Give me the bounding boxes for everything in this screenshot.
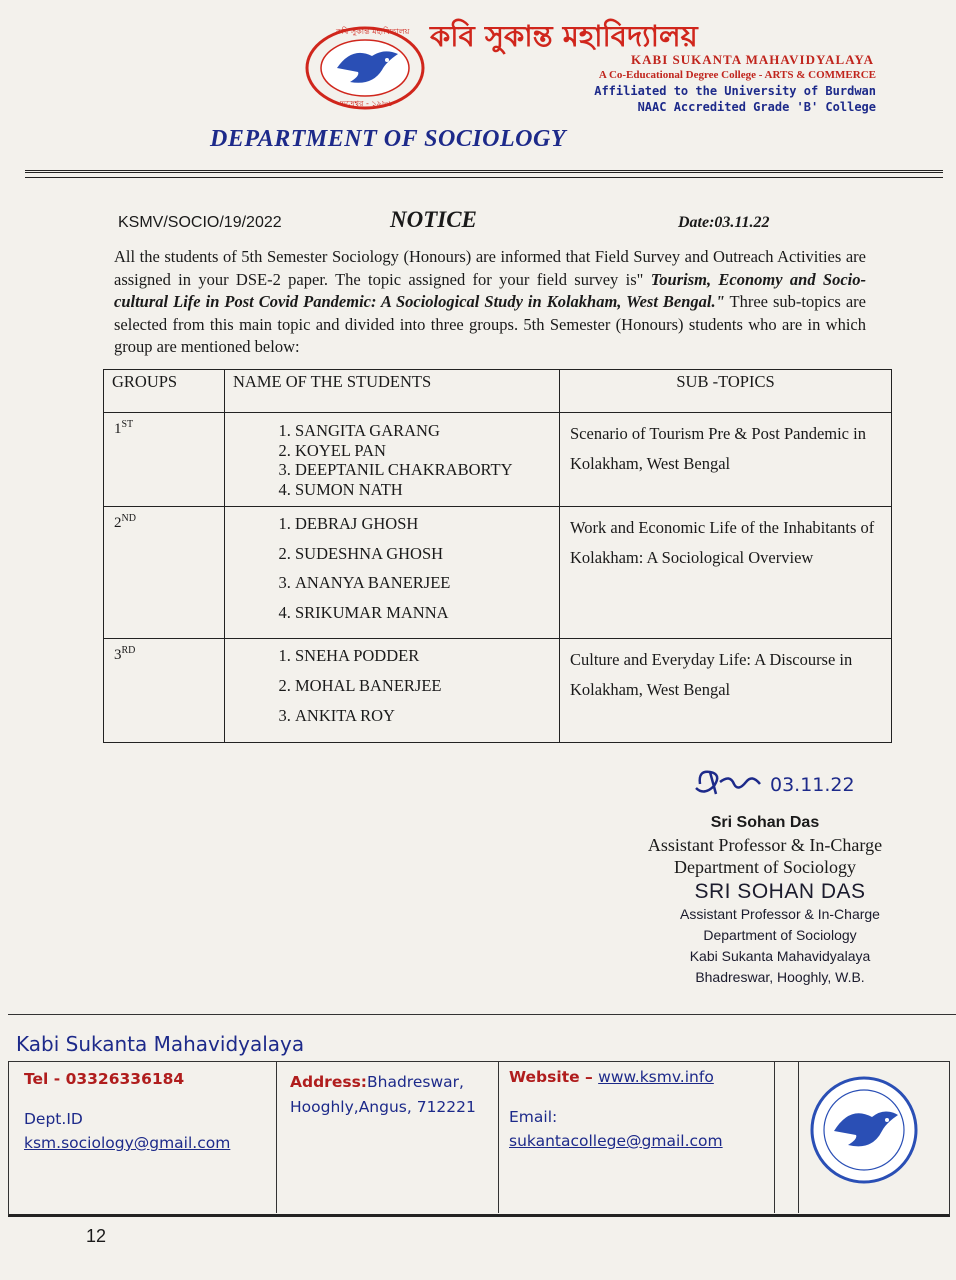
survey-topic: Tourism, Economy and Socio-cultural Life in Post Covid Pandemic: A Sociological Study in Kolakham, West Bengal." <box>114 269 867 311</box>
list-item: 1. SNEHA PODDER <box>295 641 559 671</box>
college-name-bengali: কবি সুকান্ত মহাবিদ্যালয় <box>430 19 698 53</box>
department-title: DEPARTMENT OF SOCIOLOGY <box>210 126 566 152</box>
college-name-english: KABI SUKANTA MAHAVIDYALAYA <box>631 52 874 67</box>
subtopic: Scenario of Tourism Pre & Post Pandemic in Kolakham, West Bengal <box>560 413 892 507</box>
body-part-1: All the students of 5th Semester Sociology (Honours) are informed that Field Survey and Outreach Activities are assigned in your DSE-2 paper. The topic assigned for your field survey is" <box>114 247 866 289</box>
signatory-department: Department of Sociology <box>674 857 856 877</box>
student-names <box>225 507 560 639</box>
notice-title: NOTICE <box>390 207 477 232</box>
student-names <box>225 413 560 507</box>
header-subtopics: SUB -TOPICS <box>560 370 892 413</box>
college-type: A Co-Educational Degree College - ARTS & COMMERCE <box>598 69 876 81</box>
stamp-line-4: Bhadreswar, Hooghly, W.B. <box>695 969 865 985</box>
header-groups: GROUPS <box>104 370 225 413</box>
footer-website[interactable]: Website – www.ksmv.info <box>509 1068 714 1086</box>
list-item: 4. SUMON NATH <box>295 480 559 500</box>
body-part-2: Three sub-topics are selected from this main topic and divided into three groups. 5th Semester (Honours) students who are in which group are mentioned below: <box>114 292 866 356</box>
stamp-line-2: Department of Sociology <box>703 927 857 943</box>
stamp-name: SRI SOHAN DAS <box>694 880 866 903</box>
subtopic: Culture and Everyday Life: A Discourse in Kolakham, West Bengal <box>560 639 892 743</box>
student-names <box>225 639 560 743</box>
notice-body <box>114 246 866 359</box>
list-item: 4. SRIKUMAR MANNA <box>295 598 559 628</box>
footer-dept-email[interactable]: ksm.sociology@gmail.com <box>24 1134 231 1152</box>
list-item: 1. DEBRAJ GHOSH <box>295 509 559 539</box>
list-item: 2. SUDESHNA GHOSH <box>295 539 559 569</box>
signatory-name: Sri Sohan Das <box>710 814 820 831</box>
list-item: 3. ANKITA ROY <box>295 701 559 731</box>
footer-email-label: Email: <box>509 1108 558 1126</box>
telephone-number: 03326336184 <box>65 1070 185 1088</box>
footer-email[interactable]: sukantacollege@gmail.com <box>509 1132 723 1150</box>
stamp-line-1: Assistant Professor & In-Charge <box>680 906 880 922</box>
signature-scribble-icon <box>690 764 770 800</box>
group-label: 2ND <box>104 507 225 639</box>
list-item: 1. SANGITA GARANG <box>295 421 559 441</box>
header-divider-thin <box>25 177 943 178</box>
affiliation: Affiliated to the University of Burdwan <box>594 84 876 98</box>
reference-number: KSMV/SOCIO/19/2022 <box>118 214 282 231</box>
page-number: 12 <box>86 1226 107 1246</box>
header-divider <box>25 170 943 173</box>
table-row <box>104 639 892 743</box>
list-item: 3. DEEPTANIL CHAKRABORTY <box>295 460 559 480</box>
footer-dept-id-label: Dept.ID <box>24 1110 83 1128</box>
logo-top-text: কবি সুকান্ত মহাবিদ্যালয় <box>336 27 410 36</box>
website-link[interactable]: www.ksmv.info <box>598 1068 714 1086</box>
list-item: 2. KOYEL PAN <box>295 441 559 461</box>
table-row <box>104 413 892 507</box>
header-names: NAME OF THE STUDENTS <box>225 370 560 413</box>
footer-divider <box>276 1061 277 1213</box>
list-item: 2. MOHAL BANERJEE <box>295 671 559 701</box>
naac-grade: NAAC Accredited Grade 'B' College <box>637 100 876 114</box>
logo-bottom-text: ভদ্রেশ্বর - ১৯৮৬ <box>340 99 393 108</box>
footer-divider <box>798 1061 799 1213</box>
signature-block <box>600 812 930 878</box>
stamp-line-3: Kabi Sukanta Mahavidyalaya <box>689 948 871 964</box>
signature-date: 03.11.22 <box>770 774 855 796</box>
subtopic: Work and Economic Life of the Inhabitants of Kolakham: A Sociological Overview <box>560 507 892 639</box>
group-label: 1ST <box>104 413 225 507</box>
footer-divider <box>498 1061 499 1213</box>
signatory-designation: Assistant Professor & In-Charge <box>647 835 883 855</box>
footer-college-name: Kabi Sukanta Mahavidyalaya <box>16 1032 305 1056</box>
list-item: 3. ANANYA BANERJEE <box>295 568 559 598</box>
footer-divider <box>774 1061 775 1213</box>
group-label: 3RD <box>104 639 225 743</box>
footer-telephone: Tel - 03326336184 <box>24 1070 185 1088</box>
footer-logo-dove-icon <box>806 1075 922 1185</box>
official-stamp <box>650 880 910 988</box>
notice-date: Date:03.11.22 <box>678 214 770 231</box>
footer-address: Address:Bhadreswar, Hooghly,Angus, 712221 <box>290 1073 476 1116</box>
groups-table <box>103 369 892 743</box>
table-row <box>104 507 892 639</box>
